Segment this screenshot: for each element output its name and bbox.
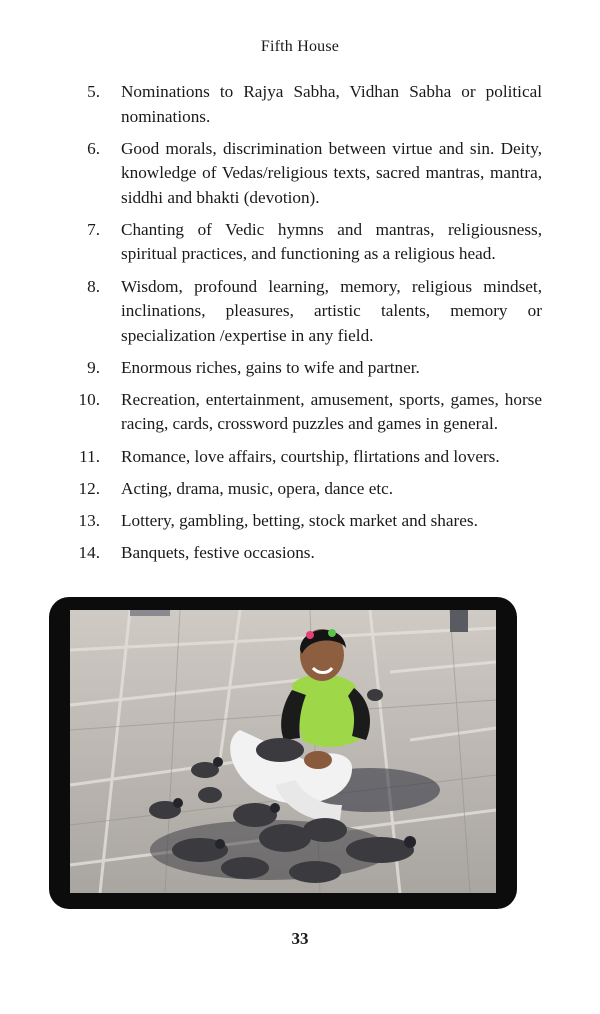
item-text: Banquets, festive occasions.	[121, 543, 315, 563]
item-text: Enormous riches, gains to wife and partner.	[121, 357, 420, 377]
list-item	[50, 509, 542, 534]
item-text: Recreation, entertainment, amusement, sports, games, horse racing, cards, crossword puzzles and games in general.	[121, 389, 542, 434]
house-significations-list	[50, 80, 542, 573]
item-text: Acting, drama, music, opera, dance etc.	[121, 478, 394, 498]
running-header: Fifth House	[260, 38, 340, 55]
list-item	[50, 388, 542, 437]
item-text: Chanting of Vedic hymns and mantras, religiousness, spiritual practices, and functioning as a religious head.	[121, 219, 542, 264]
photo-girl-feeding-pigeons	[70, 610, 496, 893]
item-number: 5.	[87, 82, 100, 101]
page-number: 33	[291, 929, 309, 948]
item-number: 6.	[87, 138, 100, 158]
list-item	[50, 275, 542, 349]
item-number: 9.	[87, 357, 100, 377]
list-item	[50, 80, 542, 129]
list-item	[50, 477, 542, 502]
photo-illustration	[70, 610, 496, 893]
list-item	[50, 137, 542, 211]
list-item	[50, 356, 542, 381]
item-number: 11.	[79, 446, 100, 466]
item-number: 7.	[87, 219, 100, 239]
item-text: Lottery, gambling, betting, stock market and shares.	[121, 511, 478, 530]
photo-frame	[49, 597, 517, 909]
list-item	[50, 445, 542, 470]
item-number: 13.	[78, 511, 100, 530]
item-text: Good morals, discrimination between virtue and sin. Deity, knowledge of Vedas/religious texts, sacred mantras, mantra, siddhi and bhakti (devotion).	[121, 138, 542, 207]
list-item	[50, 218, 542, 267]
item-text: Wisdom, profound learning, memory, religious mindset, inclinations, pleasures, artistic talents, memory or specialization /expertise in any field.	[121, 276, 542, 345]
item-number: 14.	[78, 543, 100, 563]
item-number: 12.	[78, 478, 100, 498]
list-item	[50, 541, 542, 566]
item-number: 8.	[87, 276, 100, 296]
item-text: Romance, love affairs, courtship, flirtations and lovers.	[121, 446, 500, 466]
item-number: 10.	[78, 389, 100, 409]
item-text: Nominations to Rajya Sabha, Vidhan Sabha or political nominations.	[121, 82, 542, 126]
